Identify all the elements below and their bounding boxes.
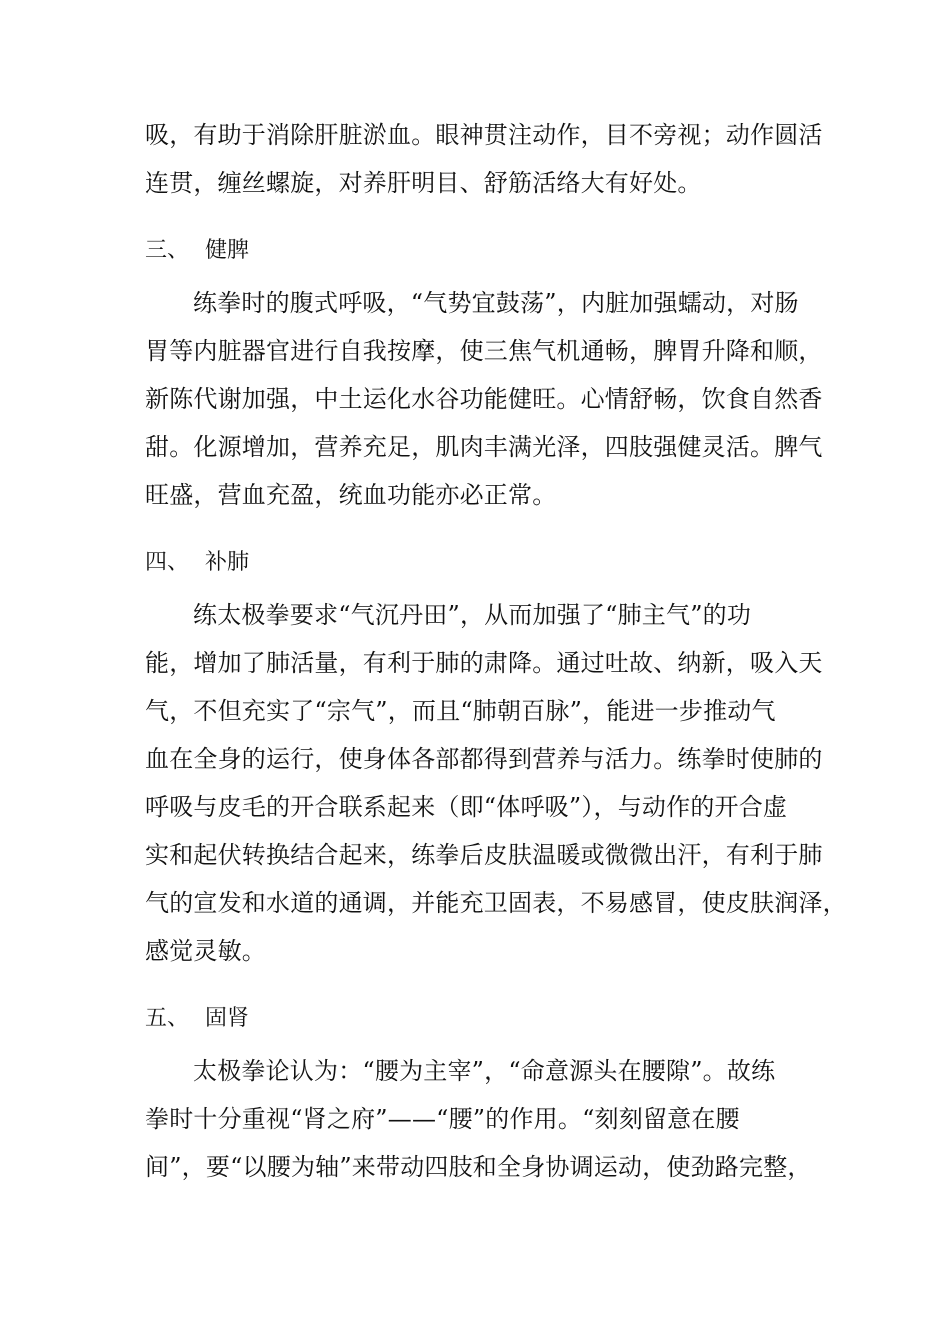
section-title: 补肺 bbox=[205, 550, 250, 575]
intro-paragraph bbox=[145, 111, 823, 207]
text-line: 间”，要“以腰为轴”来带动四肢和全身协调运动，使劲路完整， bbox=[145, 1153, 812, 1181]
section-number: 三、 bbox=[145, 238, 190, 263]
text-line: 血在全身的运行，使身体各部都得到营养与活力。练拳时使肺的 bbox=[145, 745, 823, 773]
text-line: 气的宣发和水道的通调，并能充卫固表，不易感冒，使皮肤润泽， bbox=[145, 889, 847, 917]
text-line: 拳时十分重视“肾之府”——“腰”的作用。“刻刻留意在腰 bbox=[145, 1105, 740, 1133]
text-line: 感觉灵敏。 bbox=[145, 937, 266, 965]
text-line: 太极拳论认为：“腰为主宰”，“命意源头在腰隙”。故练 bbox=[193, 1057, 776, 1085]
section-heading-4 bbox=[145, 543, 807, 583]
text-line: 吸，有助于消除肝脏淤血。眼神贯注动作，目不旁视；动作圆活 bbox=[145, 121, 823, 149]
section-heading-3 bbox=[145, 231, 807, 271]
section-number: 五、 bbox=[145, 1006, 190, 1031]
section-title: 固肾 bbox=[205, 1006, 250, 1031]
text-line: 连贯，缠丝螺旋，对养肝明目、舒筋活络大有好处。 bbox=[145, 169, 702, 197]
text-line: 胃等内脏器官进行自我按摩，使三焦气机通畅，脾胃升降和顺， bbox=[145, 337, 823, 365]
text-line: 练太极拳要求“气沉丹田”，从而加强了“肺主气”的功 bbox=[193, 601, 752, 629]
text-line: 实和起伏转换结合起来，练拳后皮肤温暖或微微出汗，有利于肺 bbox=[145, 841, 823, 869]
section-5-paragraph bbox=[145, 1047, 812, 1191]
section-title: 健脾 bbox=[205, 238, 250, 263]
text-line: 呼吸与皮毛的开合联系起来（即“体呼吸”），与动作的开合虚 bbox=[145, 793, 788, 821]
text-line: 旺盛，营血充盈，统血功能亦必正常。 bbox=[145, 481, 557, 509]
text-line: 练拳时的腹式呼吸，“气势宜鼓荡”，内脏加强蠕动，对肠 bbox=[193, 289, 799, 317]
text-line: 能，增加了肺活量，有利于肺的肃降。通过吐故、纳新，吸入天 bbox=[145, 649, 823, 677]
text-line: 新陈代谢加强，中土运化水谷功能健旺。心情舒畅，饮食自然香 bbox=[145, 385, 823, 413]
section-heading-5 bbox=[145, 999, 807, 1039]
section-3-paragraph bbox=[145, 279, 823, 519]
text-line: 气，不但充实了“宗气”，而且“肺朝百脉”，能进一步推动气 bbox=[145, 697, 776, 725]
section-4-paragraph bbox=[145, 591, 847, 975]
text-line: 甜。化源增加，营养充足，肌肉丰满光泽，四肢强健灵活。脾气 bbox=[145, 433, 823, 461]
document-page bbox=[145, 111, 847, 1191]
section-number: 四、 bbox=[145, 550, 190, 575]
